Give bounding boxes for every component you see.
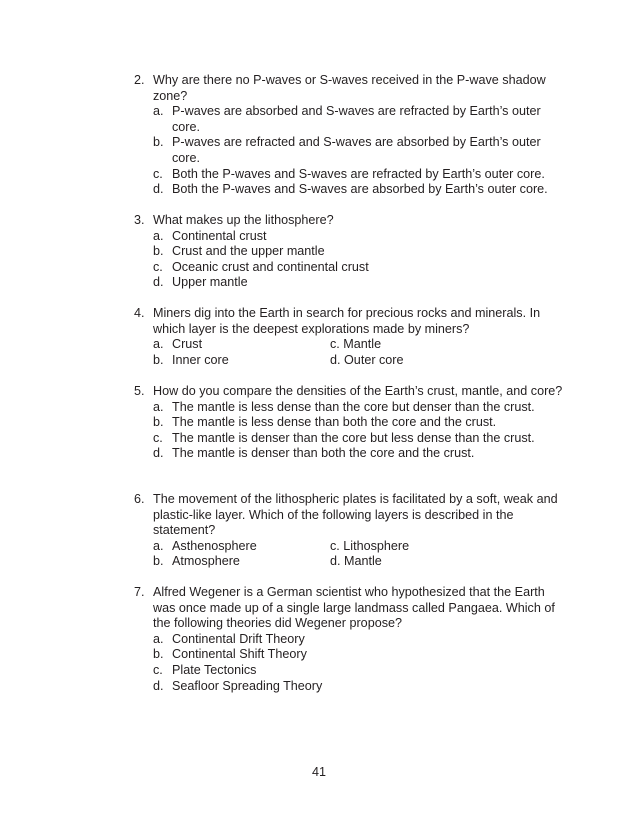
question-text: Miners dig into the Earth in search for precious rocks and minerals. In which layer is the deepest explorations made by miners?: [153, 306, 541, 336]
answer-options: [153, 539, 564, 570]
option-text: The mantle is less dense than the core but denser than the crust.: [172, 399, 535, 414]
option-text: Plate Tectonics: [172, 662, 257, 677]
option-letter: b.: [153, 244, 164, 259]
option-text: Continental crust: [172, 228, 267, 243]
option-letter: a.: [153, 399, 164, 414]
answer-option-b: [153, 415, 564, 431]
question-4: [134, 306, 564, 368]
answer-option-c: [153, 663, 564, 679]
question-number: 7.: [134, 585, 145, 599]
question-6: [134, 492, 564, 570]
answer-option-a: [153, 337, 330, 353]
option-text: Oceanic crust and continental crust: [172, 259, 369, 274]
option-letter: b.: [153, 352, 164, 367]
answer-option-a: [153, 229, 564, 245]
option-text: Atmosphere: [172, 554, 240, 569]
question-text: How do you compare the densities of the Earth’s crust, mantle, and core?: [153, 384, 563, 398]
option-letter: d.: [153, 275, 164, 290]
answer-option-a: [153, 539, 330, 555]
answer-option-d: [153, 182, 564, 198]
option-text: Inner core: [172, 352, 229, 367]
option-letter: b.: [153, 647, 164, 662]
option-text: Crust and the upper mantle: [172, 244, 325, 259]
option-letter: c.: [330, 538, 340, 553]
option-text: The mantle is denser than the core but less dense than the crust.: [172, 430, 535, 445]
question-text: Why are there no P-waves or S-waves received in the P-wave shadow zone?: [153, 73, 546, 103]
question-text: What makes up the lithosphere?: [153, 213, 334, 227]
answer-option-c: [153, 260, 564, 276]
option-text: Seafloor Spreading Theory: [172, 678, 323, 693]
option-letter: d.: [330, 554, 341, 569]
option-text: P-waves are refracted and S-waves are absorbed by Earth’s outer core.: [172, 135, 541, 165]
option-text: Continental Drift Theory: [172, 631, 305, 646]
option-letter: a.: [153, 337, 164, 352]
option-letter: d.: [153, 678, 164, 693]
answer-option-c: [153, 167, 564, 183]
option-text: Upper mantle: [172, 275, 248, 290]
answer-option-b: [153, 554, 330, 570]
option-text: Continental Shift Theory: [172, 647, 307, 662]
question-5: [134, 384, 564, 462]
question-text: The movement of the lithospheric plates is facilitated by a soft, weak and plastic-like layer. Which of the following layers is described in the statement?: [153, 492, 558, 538]
option-letter: a.: [153, 631, 164, 646]
question-number: 4.: [134, 306, 145, 320]
option-text: The mantle is denser than both the core and the crust.: [172, 446, 475, 461]
question-2: [134, 73, 564, 198]
option-letter: a.: [153, 538, 164, 553]
answer-option-b: [153, 647, 564, 663]
question-number: 5.: [134, 384, 145, 398]
option-text: The mantle is less dense than both the core and the crust.: [172, 415, 497, 430]
option-text: Asthenosphere: [172, 538, 257, 553]
option-letter: d.: [153, 446, 164, 461]
question-number: 6.: [134, 492, 145, 506]
option-text: Outer core: [344, 352, 404, 367]
option-text: Mantle: [343, 337, 382, 352]
page-number: 41: [311, 765, 326, 779]
answer-option-a: [153, 104, 564, 135]
answer-options: [153, 229, 564, 291]
option-text: Lithosphere: [343, 538, 410, 553]
answer-option-d: [330, 353, 530, 369]
option-letter: d.: [153, 182, 164, 197]
question-text: Alfred Wegener is a German scientist who hypothesized that the Earth was once made up of a single large landmass called Pangaea. Which of the following theories did Wegener propose?: [153, 585, 555, 631]
answer-option-d: [153, 275, 564, 291]
question-number: 2.: [134, 73, 145, 87]
answer-option-c: [330, 337, 530, 353]
answer-option-b: [153, 244, 564, 260]
option-letter: b.: [153, 415, 164, 430]
answer-option-b: [153, 135, 564, 166]
answer-option-c: [153, 431, 564, 447]
option-text: Mantle: [344, 554, 382, 569]
question-3: [134, 213, 564, 291]
answer-option-a: [153, 632, 564, 648]
option-letter: b.: [153, 554, 164, 569]
option-text: Both the P-waves and S-waves are absorbed by Earth’s outer core.: [172, 182, 548, 197]
answer-option-c: [330, 539, 530, 555]
option-text: P-waves are absorbed and S-waves are refracted by Earth’s outer core.: [172, 104, 541, 134]
answer-option-d: [153, 446, 564, 462]
answer-option-b: [153, 353, 330, 369]
answer-options: [153, 632, 564, 694]
option-letter: a.: [153, 228, 164, 243]
option-letter: d.: [330, 352, 341, 367]
option-text: Crust: [172, 337, 203, 352]
answer-option-a: [153, 400, 564, 416]
answer-option-d: [330, 554, 530, 570]
question-number: 3.: [134, 213, 145, 227]
option-letter: c.: [153, 662, 163, 677]
option-letter: c.: [330, 337, 340, 352]
answer-options: [153, 337, 564, 368]
option-letter: b.: [153, 135, 164, 150]
option-letter: c.: [153, 166, 163, 181]
answer-option-d: [153, 679, 564, 695]
option-letter: a.: [153, 104, 164, 119]
answer-options: [153, 400, 564, 462]
option-letter: c.: [153, 259, 163, 274]
option-letter: c.: [153, 430, 163, 445]
question-7: [134, 585, 564, 694]
answer-options: [153, 104, 564, 198]
option-text: Both the P-waves and S-waves are refracted by Earth’s outer core.: [172, 166, 545, 181]
